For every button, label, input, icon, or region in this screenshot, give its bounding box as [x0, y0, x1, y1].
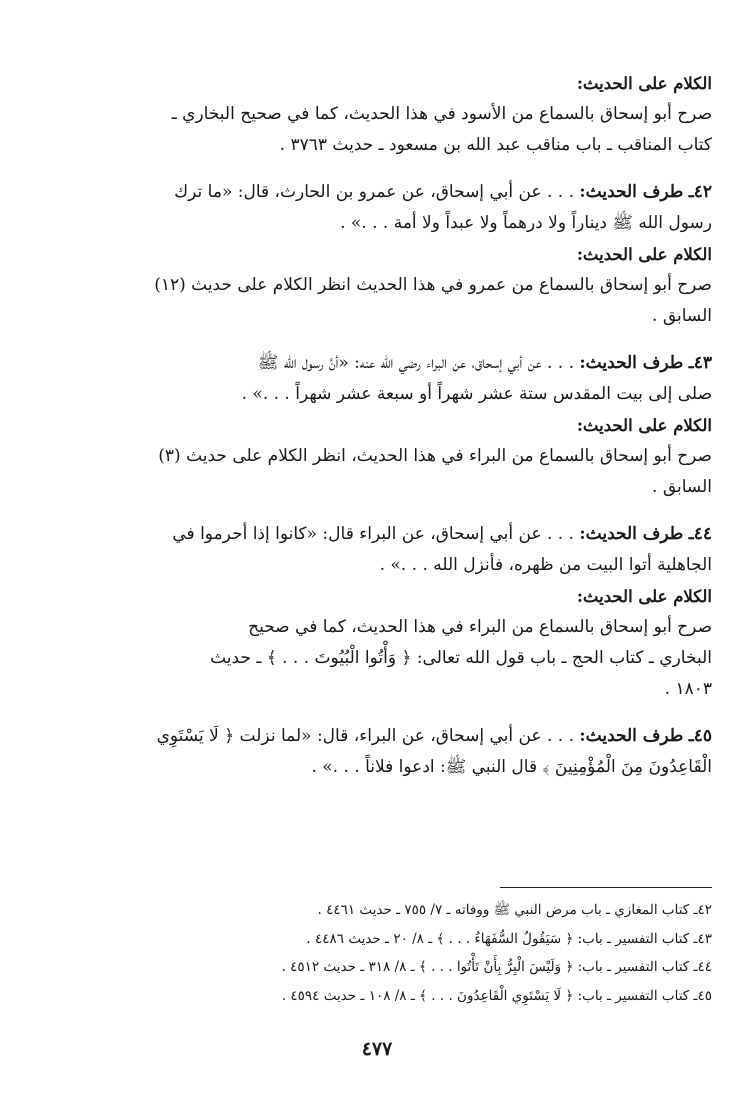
footnotes	[66, 896, 712, 1010]
page-body	[66, 62, 712, 783]
hadith-label: طرف الحديث:	[579, 353, 684, 373]
hadith-number: ٤٤ـ	[688, 524, 712, 544]
comment-line: صرح أبو إسحاق بالسماع من البراء في هذا الحديث، انظر الكلام على حديث (٣)	[158, 446, 712, 466]
footnote-separator	[500, 887, 712, 888]
comment-line: صرح أبو إسحاق بالسماع من عمرو في هذا الحديث انظر الكلام على حديث (١٢)	[154, 275, 712, 295]
hadith-label: طرف الحديث:	[579, 726, 684, 746]
hadith-first-line	[66, 348, 712, 379]
footnote: ٤٣ـ كتاب التفسير ـ باب: ﴿ سَيَقُولُ السُّفَهَاءُ . . . ﴾ ـ ٨/ ٢٠ ـ حديث ٤٤٨٦ .	[306, 930, 712, 947]
footnote: ٤٥ـ كتاب التفسير ـ باب: ﴿ لَا يَسْتَوِي الْقَاعِدُونَ . . . ﴾ ـ ٨/ ١٠٨ ـ حديث ٤٥٩٤ .	[281, 987, 712, 1004]
page-number: ٤٧٧	[361, 1038, 393, 1060]
footnote: ٤٢ـ كتاب المغازي ـ باب مرض النبي ﷺ ووفاته ـ ٧/ ٧٥٥ ـ حديث ٤٤٦١ .	[317, 902, 712, 918]
comment-line: صرح أبو إسحاق بالسماع من البراء في هذا الحديث، كما في صحيح	[248, 617, 712, 637]
hadith-entry-44	[66, 519, 712, 705]
comment-line: كتاب المناقب ـ باب مناقب عبد الله بن مسعود ـ حديث ٣٧٦٣ .	[279, 135, 712, 155]
hadith-number: ٤٥ـ	[688, 726, 712, 746]
comment-heading: الكلام على الحديث:	[576, 245, 712, 264]
hadith-first-line	[66, 177, 712, 208]
comment-line: ١٨٠٣ .	[664, 679, 712, 699]
hadith-entry-43	[66, 348, 712, 503]
footnote: ٤٤ـ كتاب التفسير ـ باب: ﴿ وَلَيْسَ الْبِرُّ بِأَنْ تَأْتُوا . . . ﴾ ـ ٨/ ٣١٨ ـ حديث ٤٥١٢ .	[281, 959, 712, 975]
comment-heading: الكلام على الحديث:	[576, 74, 712, 93]
hadith-text-line: صلى إلى بيت المقدس ستة عشر شهراً أو سبعة عشر شهراً . . .» .	[241, 384, 712, 404]
comment-heading: الكلام على الحديث:	[576, 416, 712, 435]
hadith-text-line: رسول الله ﷺ ديناراً ولا درهماً ولا عبداً ولا أمة . . .» .	[340, 213, 712, 233]
hadith-first-line	[66, 721, 712, 752]
hadith-label: طرف الحديث:	[579, 182, 684, 202]
hadith-entry-45	[66, 721, 712, 783]
top-comment-block	[66, 68, 712, 161]
hadith-text: . . . عن أبي إسحاق، عن عمرو بن الحارث، قال: «ما ترك	[174, 182, 580, 202]
hadith-text-line: الْقَاعِدُونَ مِنَ الْمُؤْمِنِينَ ﴾ قال النبي ﷺ: ادعوا فلاناً . . .» .	[311, 757, 712, 777]
hadith-number: ٤٣ـ	[688, 353, 712, 373]
hadith-text: . . . عن أبي إسحاق، عن البراء رضي الله عنه: «أنَّ رسول الله ﷺ	[257, 353, 580, 373]
hadith-entry-42	[66, 177, 712, 332]
comment-heading: الكلام على الحديث:	[576, 587, 712, 606]
comment-line: السابق .	[652, 306, 712, 326]
comment-line: صرح أبو إسحاق بالسماع من الأسود في هذا الحديث، كما في صحيح البخاري ـ	[171, 104, 712, 124]
comment-line: السابق .	[652, 477, 712, 497]
hadith-text-line: الجاهلية أتوا البيت من ظهره، فأنزل الله . . .» .	[379, 555, 712, 575]
hadith-first-line	[66, 519, 712, 550]
hadith-text: . . . عن أبي إسحاق، عن البراء قال: «كانوا إذا أحرموا في	[172, 524, 580, 544]
hadith-label: طرف الحديث:	[579, 524, 684, 544]
comment-line: البخاري ـ كتاب الحج ـ باب قول الله تعالى: ﴿ وَأْتُوا الْبُيُوتَ . . . ﴾ ـ حديث	[210, 648, 712, 668]
hadith-number: ٤٢ـ	[688, 182, 712, 202]
hadith-text: . . . عن أبي إسحاق، عن البراء، قال: «لما نزلت ﴿ لَا يَسْتَوِي	[156, 726, 580, 746]
